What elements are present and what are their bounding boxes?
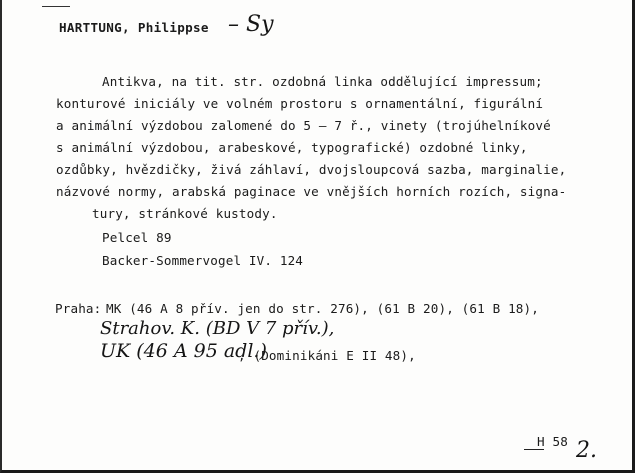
card-corner-mark xyxy=(42,0,70,7)
holdings-handwritten-strahov: Strahov. K. (BD V 7 přív.), xyxy=(100,318,335,339)
holdings-label: Praha: xyxy=(55,301,102,316)
holdings-line-mk: MK (46 A 8 přív. jen do str. 276), (61 B 20), (61 B 18), xyxy=(106,301,539,316)
description-line: a animální výzdobou zalomené do 5 – 7 ř., vinety (trojúhelníkové xyxy=(56,118,551,133)
author-heading: HARTTUNG, Philippse xyxy=(59,20,209,35)
reference-pelcel: Pelcel 89 xyxy=(102,230,172,245)
handwritten-card-number: 2. xyxy=(576,438,597,463)
holdings-line-dominikani: , (Dominikáni E II 48), xyxy=(238,348,416,363)
description-line: s animální výzdobou, arabeskové, typografické) ozdobné linky, xyxy=(56,140,528,155)
description-line: tury, stránkové kustody. xyxy=(92,206,278,221)
description-line: ozdůbky, hvězdičky, živá záhlaví, dvojsloupcová sazba, marginalie, xyxy=(56,162,567,177)
shelf-code: H 58 xyxy=(537,434,568,449)
description-line: Antikva, na tit. str. ozdobná linka oddělující impressum; xyxy=(102,74,543,89)
shelf-code-underline xyxy=(524,449,544,450)
description-line: konturové iniciály ve volném prostoru s ornamentální, figurální xyxy=(56,96,544,111)
reference-backer: Backer-Sommervogel IV. 124 xyxy=(102,253,304,268)
handwritten-code: – Sy xyxy=(228,12,274,37)
description-line: názvové normy, arabská paginace ve vnějších horních rozích, signa- xyxy=(56,184,567,199)
holdings-handwritten-uk: UK (46 A 95 adl.) xyxy=(100,340,267,362)
